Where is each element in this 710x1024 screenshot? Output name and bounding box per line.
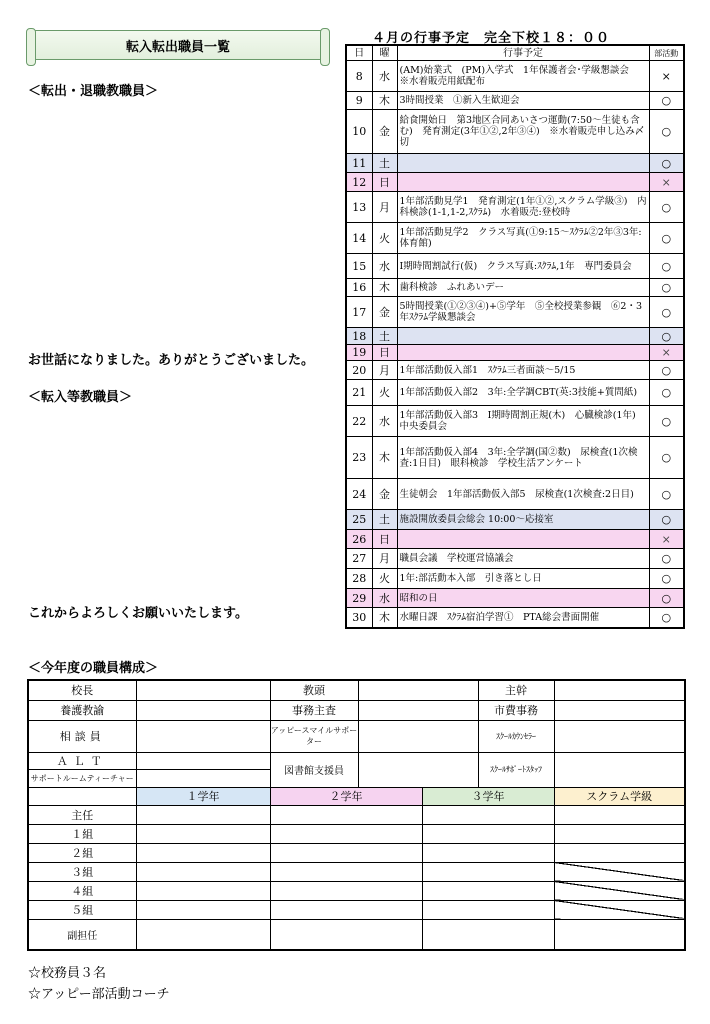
calendar-dow: 水 <box>372 254 397 279</box>
class2-scrum <box>554 843 685 862</box>
calendar-row <box>346 279 684 297</box>
calendar-header-row <box>346 45 684 61</box>
nurse-teacher-value <box>136 700 270 720</box>
calendar-day: 27 <box>346 549 372 569</box>
calendar-event: 1年:部活動本入部 引き落とし日 <box>397 569 649 589</box>
club-activity-mark: ○ <box>649 92 684 110</box>
class5-g2 <box>270 900 422 919</box>
vice-principal-label: 教頭 <box>270 680 358 700</box>
city-office-label: 市費事務 <box>478 700 554 720</box>
calendar-row <box>346 479 684 510</box>
club-activity-mark: ○ <box>649 154 684 173</box>
class3-row <box>28 862 685 881</box>
assistant-homeroom-g1 <box>136 919 270 950</box>
header-day: 日 <box>346 45 372 61</box>
calendar-event: 給食開始日 第3地区合同あいさつ運動(7:50～生徒も含む) 発育測定(3年①②,2年③④) ※水着販売申し込み〆切 <box>397 110 649 154</box>
calendar-day: 26 <box>346 530 372 549</box>
calendar-row <box>346 437 684 479</box>
assistant-homeroom-row <box>28 919 685 950</box>
alt-label: ＡＬＴ <box>28 752 136 769</box>
calendar-day: 20 <box>346 361 372 380</box>
header-event: 行事予定 <box>397 45 649 61</box>
event-calendar <box>345 44 685 629</box>
calendar-event: 1年部活動仮入部1 ｽｸﾗﾑ三者面談～5/15 <box>397 361 649 380</box>
grade-header-blank <box>28 787 136 805</box>
calendar-row <box>346 154 684 173</box>
outgoing-heading: ＜転出・退職教職員＞ <box>28 84 159 99</box>
calendar-dow: 日 <box>372 173 397 192</box>
staff-row-4 <box>28 752 685 769</box>
class4-g2 <box>270 881 422 900</box>
calendar-dow: 火 <box>372 380 397 406</box>
structure-heading: ＜今年度の職員構成＞ <box>28 661 159 676</box>
principal-value <box>136 680 270 700</box>
calendar-dow: 木 <box>372 279 397 297</box>
calendar-day: 19 <box>346 345 372 361</box>
club-activity-mark: ○ <box>649 608 684 628</box>
calendar-dow: 火 <box>372 223 397 254</box>
calendar-day: 28 <box>346 569 372 589</box>
school-counselor-value <box>554 720 685 752</box>
club-activity-mark: × <box>649 530 684 549</box>
calendar-dow: 木 <box>372 92 397 110</box>
city-office-value <box>554 700 685 720</box>
club-activity-mark: ○ <box>649 589 684 608</box>
class1-row <box>28 824 685 843</box>
calendar-dow: 月 <box>372 361 397 380</box>
calendar-day: 16 <box>346 279 372 297</box>
school-support-staff-label: ｽｸｰﾙｻﾎﾟｰﾄｽﾀｯﾌ <box>478 752 554 787</box>
grade3-header: ３学年 <box>422 787 554 805</box>
calendar-event: 生徒朝会 1年部活動仮入部5 尿検査(1次検査:2日目) <box>397 479 649 510</box>
class1-label: １組 <box>28 824 136 843</box>
calendar-dow: 金 <box>372 479 397 510</box>
happy-smile-supporter-label <box>270 720 358 752</box>
calendar-title: ４月の行事予定 完全下校１８：００ <box>372 31 611 46</box>
calendar-dow: 土 <box>372 328 397 345</box>
footer-note-custodians: ☆校務員３名 <box>28 966 107 981</box>
calendar-row <box>346 192 684 223</box>
calendar-event <box>397 530 649 549</box>
assistant-homeroom-label: 副担任 <box>28 919 136 950</box>
incoming-message: これからよろしくお願いいたします。 <box>28 606 248 621</box>
calendar-row <box>346 608 684 628</box>
calendar-day: 23 <box>346 437 372 479</box>
calendar-event: 5時間授業(①②③④)+⑤学年 ⑤全校授業参観 ⑥2・3年ｽｸﾗﾑ学級懇談会 <box>397 297 649 328</box>
library-support-label: 図書館支援員 <box>270 752 358 787</box>
office-chief-value <box>358 700 478 720</box>
club-activity-mark: × <box>649 345 684 361</box>
staff-row-3 <box>28 720 685 752</box>
library-support-value <box>358 752 478 787</box>
staff-row-1 <box>28 680 685 700</box>
calendar-day: 9 <box>346 92 372 110</box>
class3-g2 <box>270 862 422 881</box>
calendar-row <box>346 361 684 380</box>
class4-g1 <box>136 881 270 900</box>
calendar-dow: 水 <box>372 406 397 437</box>
class2-g3 <box>422 843 554 862</box>
calendar-dow: 月 <box>372 549 397 569</box>
club-activity-mark: ○ <box>649 437 684 479</box>
calendar-dow: 土 <box>372 154 397 173</box>
calendar-event <box>397 345 649 361</box>
chief-value <box>554 680 685 700</box>
header-club: 部活動 <box>649 45 684 61</box>
calendar-dow: 木 <box>372 608 397 628</box>
calendar-day: 17 <box>346 297 372 328</box>
counselor-label: 相談員 <box>28 720 136 752</box>
calendar-day: 12 <box>346 173 372 192</box>
calendar-event: 3時間授業 ①新入生歓迎会 <box>397 92 649 110</box>
calendar-row <box>346 530 684 549</box>
alt-value <box>136 752 270 769</box>
calendar-day: 11 <box>346 154 372 173</box>
counselor-value <box>136 720 270 752</box>
calendar-day: 10 <box>346 110 372 154</box>
class3-scrum <box>554 862 685 881</box>
club-activity-mark: ○ <box>649 380 684 406</box>
class1-g3 <box>422 824 554 843</box>
homeroom-head-scrum <box>554 805 685 824</box>
homeroom-head-g2 <box>270 805 422 824</box>
club-activity-mark: ○ <box>649 549 684 569</box>
class5-scrum <box>554 900 685 919</box>
calendar-day: 29 <box>346 589 372 608</box>
calendar-dow: 水 <box>372 61 397 92</box>
calendar-event <box>397 154 649 173</box>
principal-label: 校長 <box>28 680 136 700</box>
calendar-day: 25 <box>346 510 372 530</box>
homeroom-head-g1 <box>136 805 270 824</box>
club-activity-mark: ○ <box>649 406 684 437</box>
class5-label: ５組 <box>28 900 136 919</box>
calendar-dow: 月 <box>372 192 397 223</box>
calendar-row <box>346 61 684 92</box>
calendar-event: 施設開放委員会総会 10:00～応接室 <box>397 510 649 530</box>
calendar-row <box>346 173 684 192</box>
banner-title-text: 転入転出職員一覧 <box>125 39 230 55</box>
calendar-dow: 金 <box>372 110 397 154</box>
calendar-dow: 土 <box>372 510 397 530</box>
calendar-event: 職員会議 学校運営協議会 <box>397 549 649 569</box>
calendar-event: 1年部活動仮入部2 3年:全学調CBT(英:3技能+質問紙) <box>397 380 649 406</box>
calendar-row <box>346 345 684 361</box>
class3-g1 <box>136 862 270 881</box>
calendar-event <box>397 328 649 345</box>
office-chief-label: 事務主査 <box>270 700 358 720</box>
calendar-row <box>346 297 684 328</box>
calendar-day: 21 <box>346 380 372 406</box>
class5-g3 <box>422 900 554 919</box>
happy-smile-supporter-value <box>358 720 478 752</box>
chief-label: 主幹 <box>478 680 554 700</box>
class2-row <box>28 843 685 862</box>
homeroom-head-row <box>28 805 685 824</box>
staff-table <box>27 679 686 951</box>
calendar-event: 1年部活動仮入部4 3年:全学調(国②数) 尿検査(1次検査:1日目) 眼科検診 学校生活アンケート <box>397 437 649 479</box>
club-activity-mark: × <box>649 61 684 92</box>
calendar-dow: 日 <box>372 530 397 549</box>
school-counselor-label: ｽｸｰﾙｶｳﾝｾﾗｰ <box>478 720 554 752</box>
calendar-row <box>346 254 684 279</box>
calendar-event: 1年部活動見学1 発育測定(1年①②,スクラム学級③) 内科検診(1-1,1-2,ｽｸﾗﾑ) 水着販売:登校時 <box>397 192 649 223</box>
support-room-teacher-value <box>136 769 270 787</box>
incoming-heading: ＜転入等教職員＞ <box>28 390 133 405</box>
calendar-event: (AM)始業式 (PM)入学式 1年保護者会･学級懇談会 ※水着販売用紙配布 <box>397 61 649 92</box>
calendar-day: 24 <box>346 479 372 510</box>
calendar-day: 30 <box>346 608 372 628</box>
grade2-header: ２学年 <box>270 787 422 805</box>
calendar-row <box>346 223 684 254</box>
calendar-day: 15 <box>346 254 372 279</box>
club-activity-mark: ○ <box>649 192 684 223</box>
calendar-row <box>346 510 684 530</box>
calendar-event: 水曜日課 ｽｸﾗﾑ宿泊学習① PTA総会書面開催 <box>397 608 649 628</box>
class4-scrum <box>554 881 685 900</box>
calendar-event <box>397 173 649 192</box>
calendar-row <box>346 110 684 154</box>
class2-g1 <box>136 843 270 862</box>
assistant-homeroom-g2 <box>270 919 422 950</box>
club-activity-mark: × <box>649 173 684 192</box>
calendar-dow: 火 <box>372 569 397 589</box>
outgoing-message: お世話になりました。ありがとうございました。 <box>28 353 315 368</box>
vice-principal-value <box>358 680 478 700</box>
calendar-event: 1年部活動見学2 クラス写真(①9:15～ｽｸﾗﾑ②2年③3年:体育館) <box>397 223 649 254</box>
calendar-event: 歯科検診 ふれあいデー <box>397 279 649 297</box>
calendar-day: 13 <box>346 192 372 223</box>
assistant-homeroom-scrum <box>554 919 685 950</box>
homeroom-head-label: 主任 <box>28 805 136 824</box>
calendar-event: 昭和の日 <box>397 589 649 608</box>
calendar-event: 1年部活動仮入部3 Ⅰ期時間割正規(木) 心臓検診(1年) 中央委員会 <box>397 406 649 437</box>
class3-g3 <box>422 862 554 881</box>
club-activity-mark: ○ <box>649 328 684 345</box>
happy-smile-supporter-text: アッピースマイルサポーター <box>270 726 358 746</box>
club-activity-mark: ○ <box>649 361 684 380</box>
calendar-row <box>346 328 684 345</box>
assistant-homeroom-g3 <box>422 919 554 950</box>
calendar-event: Ⅰ期時間割試行(仮) クラス写真:ｽｸﾗﾑ,1年 専門委員会 <box>397 254 649 279</box>
calendar-day: 14 <box>346 223 372 254</box>
banner-title <box>30 30 326 60</box>
calendar-dow: 日 <box>372 345 397 361</box>
nurse-teacher-label: 養護教諭 <box>28 700 136 720</box>
class1-scrum <box>554 824 685 843</box>
club-activity-mark: ○ <box>649 479 684 510</box>
club-activity-mark: ○ <box>649 110 684 154</box>
homeroom-head-g3 <box>422 805 554 824</box>
scrum-header: スクラム学級 <box>554 787 685 805</box>
calendar-row <box>346 589 684 608</box>
footer-note-coach: ☆アッピー部活動コーチ <box>28 987 170 1002</box>
club-activity-mark: ○ <box>649 254 684 279</box>
calendar-day: 8 <box>346 61 372 92</box>
calendar-row <box>346 569 684 589</box>
class1-g1 <box>136 824 270 843</box>
class4-g3 <box>422 881 554 900</box>
class4-label: ４組 <box>28 881 136 900</box>
calendar-body <box>346 61 684 628</box>
grade1-header: １学年 <box>136 787 270 805</box>
class3-label: ３組 <box>28 862 136 881</box>
grade-header-row <box>28 787 685 805</box>
support-room-teacher-label: サポートルームティーチャー <box>28 769 136 787</box>
header-dow: 曜 <box>372 45 397 61</box>
staff-row-2 <box>28 700 685 720</box>
class4-row <box>28 881 685 900</box>
class5-row <box>28 900 685 919</box>
class2-g2 <box>270 843 422 862</box>
club-activity-mark: ○ <box>649 223 684 254</box>
club-activity-mark: ○ <box>649 297 684 328</box>
class2-label: ２組 <box>28 843 136 862</box>
calendar-day: 22 <box>346 406 372 437</box>
class5-g1 <box>136 900 270 919</box>
calendar-day: 18 <box>346 328 372 345</box>
calendar-row <box>346 406 684 437</box>
school-support-staff-value <box>554 752 685 787</box>
class1-g2 <box>270 824 422 843</box>
calendar-row <box>346 549 684 569</box>
calendar-row <box>346 92 684 110</box>
calendar-row <box>346 380 684 406</box>
calendar-dow: 水 <box>372 589 397 608</box>
club-activity-mark: ○ <box>649 510 684 530</box>
club-activity-mark: ○ <box>649 279 684 297</box>
calendar-dow: 木 <box>372 437 397 479</box>
calendar-dow: 金 <box>372 297 397 328</box>
club-activity-mark: ○ <box>649 569 684 589</box>
